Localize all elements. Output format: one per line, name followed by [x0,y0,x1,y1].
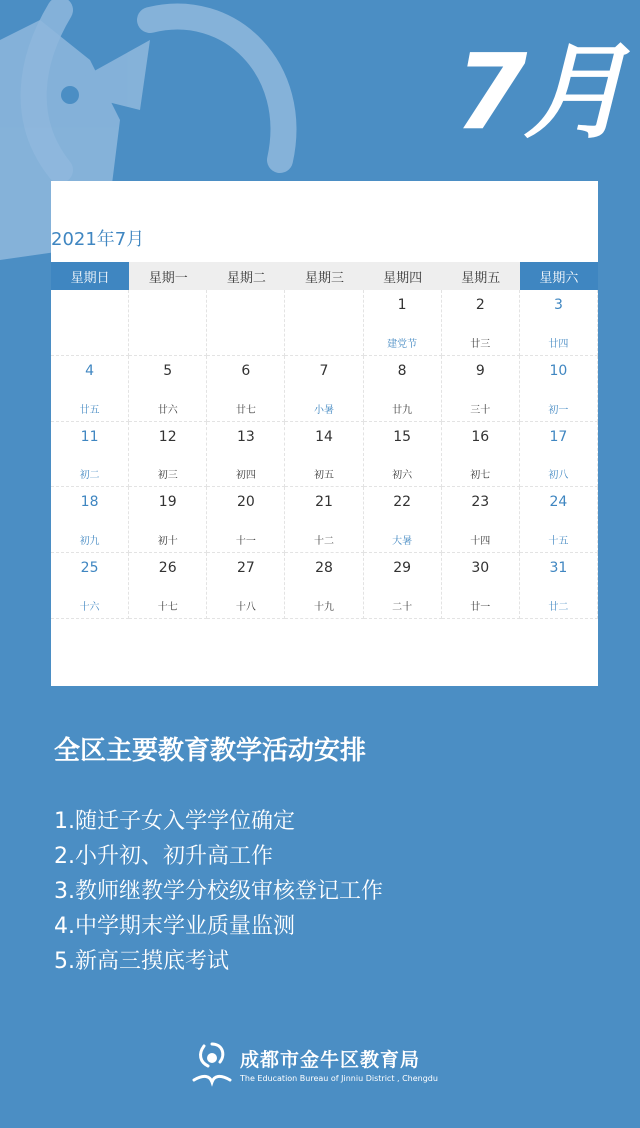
calendar-day-cell [442,553,520,619]
calendar-day-cell [51,553,129,619]
lunar-date: 初二 [79,470,100,482]
day-number: 5 [163,362,173,379]
calendar-day-cell [129,290,207,356]
day-number: 22 [393,494,412,511]
day-number: 4 [85,362,95,379]
calendar-day-cell [520,553,598,619]
lunar-date: 初五 [313,470,334,482]
calendar-day-cell [51,422,129,488]
day-number: 1 [397,297,407,313]
weekday-header-cell: 星期四 [364,262,442,290]
weekday-header-cell: 星期五 [442,262,520,290]
calendar-card [51,181,598,686]
day-number: 24 [549,494,568,511]
calendar-day-cell [285,422,363,488]
lunar-date: 二十 [392,602,413,613]
day-number: 2 [475,297,485,313]
day-number: 17 [549,428,568,445]
lunar-date: 初一 [548,404,569,416]
lunar-date: 十九 [313,602,334,613]
calendar-day-cell [207,487,285,553]
calendar-day-cell [285,487,363,553]
calendar-day-cell [364,422,442,488]
calendar-day-cell [207,356,285,422]
calendar-title: 2021年7月 [51,229,145,250]
day-number: 16 [471,428,490,445]
day-number: 28 [315,560,333,577]
calendar-day-cell [442,487,520,553]
activity-item: 1.随迁子女入学学位确定 [54,809,295,834]
calendar-day-cell [364,356,442,422]
lunar-date: 小暑 [313,404,334,416]
calendar-day-cell [207,290,285,356]
calendar-day-cell [51,356,129,422]
day-number: 18 [80,494,99,511]
month-heading: 7月 [455,31,624,153]
day-number: 20 [236,494,255,511]
activities-title: 全区主要教育教学活动安排 [54,736,367,766]
day-number: 12 [158,428,177,445]
org-name-english: The Education Bureau of Jinniu District , Chengdu [240,1074,438,1083]
calendar-day-cell [129,422,207,488]
footer-brand [190,1040,490,1088]
day-number: 30 [471,560,490,577]
calendar-day-cell [285,290,363,356]
calendar-day-cell [207,553,285,619]
day-number: 27 [236,560,255,577]
calendar-day-cell [520,487,598,553]
calendar-day-cell [520,290,598,356]
calendar-day-cell [285,356,363,422]
lunar-date: 廿三 [470,338,491,350]
day-number: 29 [393,560,412,577]
org-name: 成都市金牛区教育局 [240,1049,421,1071]
calendar-day-cell [129,356,207,422]
lunar-date: 初九 [79,536,100,548]
lunar-date: 十七 [157,602,178,613]
lunar-date: 廿五 [79,404,100,416]
calendar-day-cell [51,487,129,553]
activity-item: 5.新高三摸底考试 [54,949,229,974]
day-number: 8 [397,362,407,379]
lunar-date: 初四 [235,470,256,482]
calendar-day-cell [520,422,598,488]
calendar-grid [51,290,598,619]
lunar-date: 廿九 [392,404,413,416]
lunar-date: 十四 [470,536,491,548]
day-number: 3 [553,297,563,313]
lunar-date: 初三 [157,470,178,482]
lunar-date: 初八 [548,470,569,482]
day-number: 19 [158,494,177,511]
day-number: 23 [471,494,490,511]
calendar-day-cell [364,290,442,356]
calendar-day-cell [364,553,442,619]
day-number: 7 [319,362,329,379]
lunar-date: 三十 [470,404,491,416]
day-number: 31 [549,560,568,577]
calendar-day-cell [442,422,520,488]
calendar-day-cell [129,553,207,619]
day-number: 11 [80,428,99,445]
activity-item: 2.小升初、初升高工作 [54,844,273,869]
bull-book-logo-icon [190,1040,234,1088]
weekday-header-cell: 星期一 [129,262,207,290]
day-number: 10 [549,362,568,379]
weekday-header-cell: 星期日 [51,262,129,290]
calendar-day-cell [520,356,598,422]
calendar-day-cell [207,422,285,488]
lunar-date: 廿六 [157,404,178,416]
lunar-date: 十八 [235,602,256,613]
day-number: 26 [158,560,177,577]
lunar-date: 大暑 [392,536,413,548]
lunar-date: 廿二 [548,602,569,613]
activity-item: 4.中学期末学业质量监测 [54,914,295,939]
activity-item: 3.教师继教学分校级审核登记工作 [54,879,383,904]
weekday-header-cell: 星期三 [285,262,363,290]
calendar-day-cell [442,290,520,356]
calendar-day-cell [364,487,442,553]
lunar-date: 十一 [235,536,256,548]
lunar-date: 廿一 [470,602,491,613]
calendar-day-cell [285,553,363,619]
day-number: 25 [80,560,99,577]
lunar-date: 廿四 [548,338,569,350]
lunar-date: 十二 [313,536,334,548]
calendar-day-cell [442,356,520,422]
day-number: 14 [315,428,333,445]
day-number: 6 [241,362,251,379]
weekday-header-cell: 星期六 [520,262,598,290]
activities-list [54,804,383,979]
calendar-weekday-header [51,262,598,290]
lunar-date: 十五 [548,536,569,548]
day-number: 9 [475,362,485,379]
lunar-date: 初六 [392,470,413,482]
calendar-day-cell [51,290,129,356]
lunar-date: 十六 [79,602,100,613]
calendar-day-cell [129,487,207,553]
weekday-header-cell: 星期二 [207,262,285,290]
day-number: 21 [315,494,333,511]
lunar-date: 廿七 [235,404,256,416]
lunar-date: 建党节 [387,338,418,350]
day-number: 13 [236,428,255,445]
lunar-date: 初十 [157,536,178,548]
lunar-date: 初七 [470,470,491,482]
day-number: 15 [393,428,412,445]
